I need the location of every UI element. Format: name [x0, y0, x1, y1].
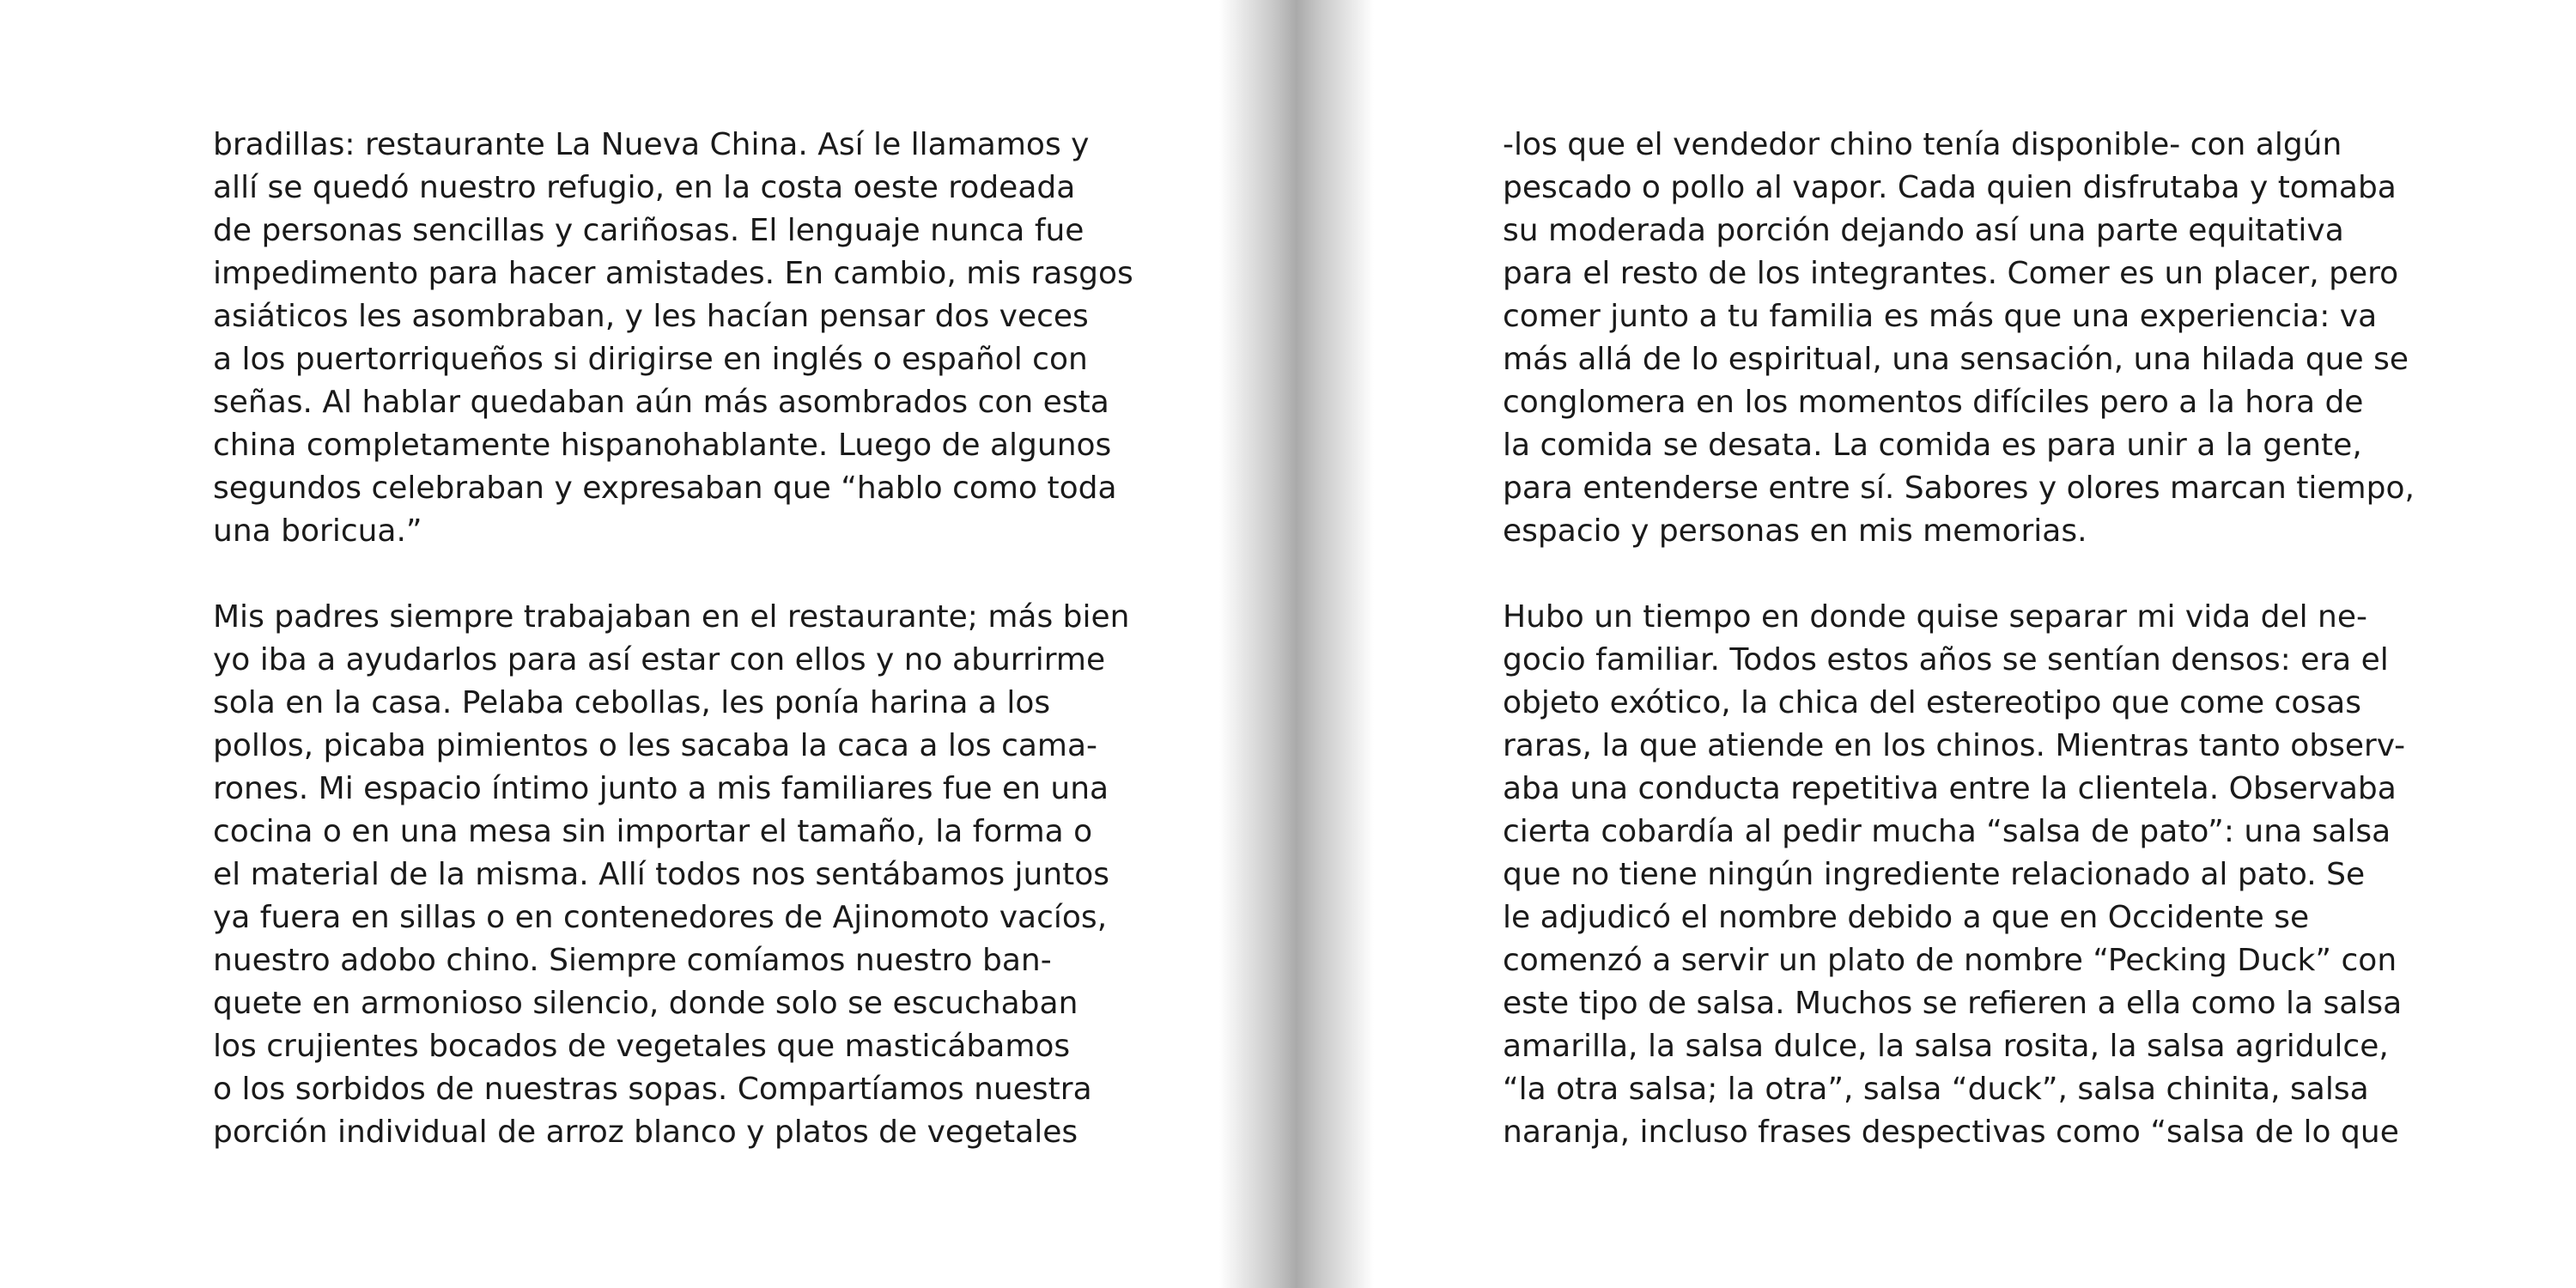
text-line: espacio y personas en mis memorias.	[1503, 513, 2087, 549]
text-line: comer junto a tu familia es más que una experiencia: va	[1503, 299, 2378, 334]
text-line: ya fuera en sillas o en contenedores de Ajinomoto vacíos,	[213, 900, 1108, 935]
text-line: yo iba a ayudarlos para así estar con ellos y no aburrirme	[213, 642, 1106, 677]
text-line: una boricua.”	[213, 513, 422, 549]
text-line: quete en armonioso silencio, donde solo se escuchaban	[213, 986, 1078, 1021]
text-line: o los sorbidos de nuestras sopas. Compartíamos nuestra	[213, 1072, 1092, 1107]
book-gutter-shadow	[1219, 0, 1374, 1288]
text-line: porción individual de arroz blanco y platos de vegetales	[213, 1115, 1078, 1150]
text-line: le adjudicó el nombre debido a que en Occidente se	[1503, 900, 2310, 935]
text-line: más allá de lo espiritual, una sensación, una hilada que se	[1503, 342, 2409, 377]
text-line: para el resto de los integrantes. Comer es un placer, pero	[1503, 256, 2399, 291]
text-line: objeto exótico, la chica del estereotipo que come cosas	[1503, 685, 2361, 720]
text-line: conglomera en los momentos difíciles pero a la hora de	[1503, 385, 2364, 420]
text-line: de personas sencillas y cariñosas. El lenguaje nunca fue	[213, 213, 1084, 248]
text-line: -los que el vendedor chino tenía disponible- con algún	[1503, 127, 2342, 162]
text-line: cocina o en una mesa sin importar el tamaño, la forma o	[213, 814, 1093, 849]
text-line: comenzó a servir un plato de nombre “Pecking Duck” con	[1503, 943, 2397, 978]
paragraph-spacer	[213, 553, 1183, 596]
text-line: bradillas: restaurante La Nueva China. Así le llamamos y	[213, 127, 1090, 162]
right-paragraph-1	[1503, 124, 2473, 553]
text-line: los crujientes bocados de vegetales que masticábamos	[213, 1029, 1071, 1064]
text-line: naranja, incluso frases despectivas como “salsa de lo que	[1503, 1115, 2399, 1150]
left-page	[213, 124, 1183, 1154]
text-line: aba una conducta repetitiva entre la clientela. Observaba	[1503, 771, 2397, 806]
text-line: señas. Al hablar quedaban aún más asombrados con esta	[213, 385, 1109, 420]
paragraph-spacer	[1503, 553, 2473, 596]
text-line: su moderada porción dejando así una parte equitativa	[1503, 213, 2344, 248]
text-line: amarilla, la salsa dulce, la salsa rosita, la salsa agridulce,	[1503, 1029, 2389, 1064]
text-line: rones. Mi espacio íntimo junto a mis familiares fue en una	[213, 771, 1109, 806]
text-line: este tipo de salsa. Muchos se refieren a ella como la salsa	[1503, 986, 2403, 1021]
text-line: pescado o pollo al vapor. Cada quien disfrutaba y tomaba	[1503, 170, 2397, 205]
left-paragraph-2	[213, 596, 1183, 1154]
text-line: Mis padres siempre trabajaban en el restaurante; más bien	[213, 599, 1130, 635]
text-line: segundos celebraban y expresaban que “hablo como toda	[213, 471, 1117, 506]
text-line: para entenderse entre sí. Sabores y olores marcan tiempo,	[1503, 471, 2415, 506]
right-paragraph-2	[1503, 596, 2473, 1154]
text-line: el material de la misma. Allí todos nos sentábamos juntos	[213, 857, 1110, 892]
right-page	[1503, 124, 2473, 1154]
text-line: asiáticos les asombraban, y les hacían pensar dos veces	[213, 299, 1089, 334]
text-line: Hubo un tiempo en donde quise separar mi vida del ne-	[1503, 599, 2367, 635]
text-line: allí se quedó nuestro refugio, en la costa oeste rodeada	[213, 170, 1076, 205]
text-line: cierta cobardía al pedir mucha “salsa de pato”: una salsa	[1503, 814, 2391, 849]
text-line: impedimento para hacer amistades. En cambio, mis rasgos	[213, 256, 1133, 291]
text-line: la comida se desata. La comida es para unir a la gente,	[1503, 428, 2362, 463]
text-line: china completamente hispanohablante. Luego de algunos	[213, 428, 1112, 463]
text-line: que no tiene ningún ingrediente relacionado al pato. Se	[1503, 857, 2366, 892]
text-line: gocio familiar. Todos estos años se sentían densos: era el	[1503, 642, 2389, 677]
text-line: sola en la casa. Pelaba cebollas, les ponía harina a los	[213, 685, 1051, 720]
text-line: raras, la que atiende en los chinos. Mientras tanto observ-	[1503, 728, 2406, 763]
text-line: nuestro adobo chino. Siempre comíamos nuestro ban-	[213, 943, 1052, 978]
text-line: a los puertorriqueños si dirigirse en inglés o español con	[213, 342, 1088, 377]
left-paragraph-1	[213, 124, 1183, 553]
text-line: pollos, picaba pimientos o les sacaba la caca a los cama-	[213, 728, 1098, 763]
text-line: “la otra salsa; la otra”, salsa “duck”, salsa chinita, salsa	[1503, 1072, 2369, 1107]
